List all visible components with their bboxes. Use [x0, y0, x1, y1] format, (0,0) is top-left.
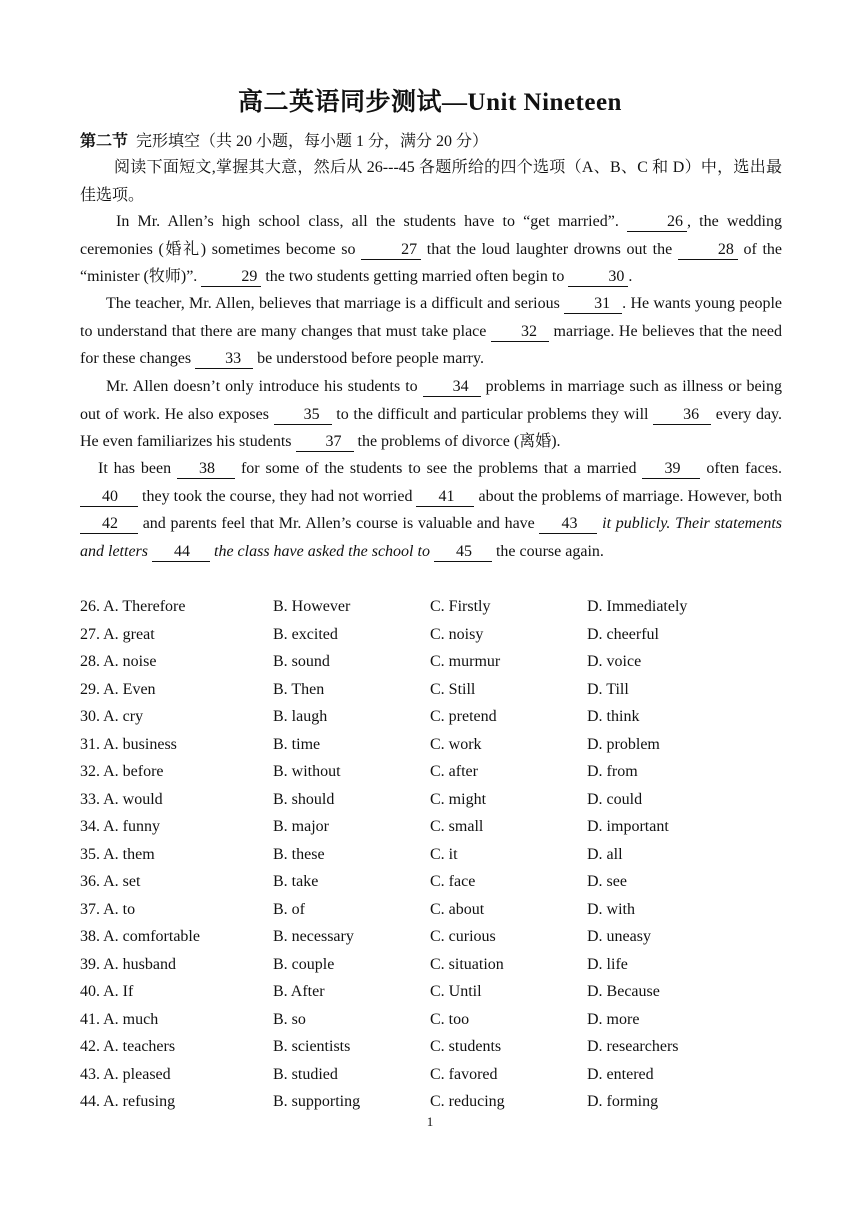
- option-d: D. with: [587, 900, 635, 918]
- option-d: D. think: [587, 708, 640, 725]
- option-row: [80, 815, 782, 843]
- blank-32: 32: [491, 323, 549, 342]
- option-d: D. from: [587, 763, 638, 780]
- option-c: C. Firstly: [430, 598, 491, 615]
- blank-26: 26: [627, 213, 687, 232]
- option-d: D. could: [587, 790, 643, 808]
- passage-text: problems in marriage such as illness or being out of work. He also exposes: [80, 378, 782, 423]
- option-a: 26. A. Therefore: [80, 598, 186, 615]
- passage-text: to the difficult and particular problems they will: [331, 405, 654, 423]
- option-row: [80, 678, 782, 706]
- option-a: 31. A. business: [80, 735, 177, 753]
- option-a: 39. A. husband: [80, 955, 176, 973]
- option-row: [80, 870, 782, 898]
- option-row: [80, 1008, 782, 1036]
- option-row: [80, 925, 782, 953]
- option-a: 43. A. pleased: [80, 1065, 171, 1083]
- passage-paragraph-1: [80, 208, 782, 291]
- option-a: 41. A. much: [80, 1010, 159, 1028]
- instructions: 阅读下面短文,掌握其大意，然后从 26---45 各题所给的四个选项（A、B、C 和 D）中，选出最佳选项。: [80, 159, 782, 204]
- option-b: B. studied: [273, 1065, 338, 1083]
- option-c: C. small: [430, 818, 484, 835]
- option-b: B. major: [273, 818, 329, 835]
- option-c: C. Still: [430, 680, 476, 698]
- page-number: 1: [426, 1114, 434, 1129]
- option-b: B. Then: [273, 680, 325, 698]
- option-d: D. cheerful: [587, 625, 659, 643]
- passage-text: Mr. Allen doesn’t only introduce his students to: [106, 378, 423, 395]
- section-label: 第二节: [80, 133, 129, 150]
- option-b: B. necessary: [273, 928, 354, 945]
- blank-43: 43: [539, 515, 597, 534]
- blank-27: 27: [361, 241, 421, 260]
- passage-text: In Mr. Allen’s high school class, all the students have to “get married”.: [116, 213, 627, 230]
- passage-text: be understood before people marry.: [253, 350, 484, 367]
- option-d: D. see: [587, 873, 627, 890]
- option-b: B. scientists: [273, 1038, 351, 1055]
- blank-44: 44: [152, 543, 210, 562]
- passage-text: the two students getting married often begin to: [261, 268, 569, 285]
- blank-45: 45: [434, 543, 492, 562]
- option-d: D. voice: [587, 653, 642, 670]
- option-d: D. Because: [587, 983, 660, 1000]
- option-a: 30. A. cry: [80, 708, 144, 725]
- option-a: 28. A. noise: [80, 653, 157, 670]
- option-a: 40. A. If: [80, 983, 134, 1000]
- passage-text: . He wants young people to understand that there are many changes that must take place: [80, 295, 782, 340]
- option-row: [80, 705, 782, 733]
- option-b: B. should: [273, 790, 335, 808]
- passage-text: The teacher, Mr. Allen, believes that marriage is a difficult and serious: [106, 295, 565, 312]
- option-a: 29. A. Even: [80, 680, 156, 698]
- option-c: C. after: [430, 763, 478, 780]
- option-c: C. reducing: [430, 1093, 505, 1110]
- passage-text: the problems of divorce (离婚).: [353, 433, 561, 450]
- option-d: D. Immediately: [587, 598, 688, 615]
- blank-39: 39: [642, 460, 700, 479]
- option-row: [80, 788, 782, 816]
- option-b: B. these: [273, 845, 325, 863]
- option-row: [80, 733, 782, 761]
- option-a: 37. A. to: [80, 900, 136, 918]
- option-d: D. uneasy: [587, 928, 651, 945]
- option-row: [80, 898, 782, 926]
- options-list: [80, 595, 782, 1118]
- blank-35: 35: [274, 406, 332, 425]
- option-row: [80, 650, 782, 678]
- option-b: B. so: [273, 1010, 306, 1028]
- option-a: 36. A. set: [80, 873, 141, 890]
- option-b: B. couple: [273, 955, 335, 973]
- blank-37: 37: [296, 433, 354, 452]
- option-c: C. face: [430, 873, 476, 890]
- option-c: C. too: [430, 1010, 470, 1028]
- option-a: 42. A. teachers: [80, 1038, 176, 1055]
- page-title: 高二英语同步测试—Unit Nineteen: [238, 89, 622, 116]
- passage-text: about the problems of marriage. However, both: [474, 487, 783, 505]
- passage-text: they took the course, they had not worried: [138, 487, 417, 505]
- option-a: 32. A. before: [80, 763, 164, 780]
- option-b: B. However: [273, 598, 351, 615]
- option-c: C. students: [430, 1038, 502, 1055]
- passage-text: often faces.: [700, 460, 783, 477]
- option-d: D. forming: [587, 1093, 659, 1110]
- option-c: C. work: [430, 735, 482, 753]
- option-c: C. curious: [430, 928, 496, 945]
- option-d: D. more: [587, 1010, 640, 1028]
- passage-text: It has been: [98, 460, 178, 477]
- blank-30: 30: [568, 268, 628, 287]
- option-a: 34. A. funny: [80, 818, 160, 835]
- option-d: D. entered: [587, 1065, 654, 1083]
- section-desc: 完形填空（共 20 小题，每小题 1 分，满分 20 分）: [136, 133, 489, 150]
- option-a: 35. A. them: [80, 845, 155, 863]
- option-a: 27. A. great: [80, 625, 155, 643]
- passage-text: for some of the students to see the problems that a married: [235, 460, 643, 477]
- blank-29: 29: [201, 268, 261, 287]
- option-c: C. Until: [430, 983, 482, 1000]
- option-d: D. Till: [587, 680, 629, 698]
- option-a: 33. A. would: [80, 790, 163, 808]
- passage-text: .: [628, 268, 633, 285]
- option-c: C. noisy: [430, 625, 484, 643]
- option-c: C. favored: [430, 1065, 498, 1083]
- option-b: B. without: [273, 763, 341, 780]
- option-row: [80, 1035, 782, 1063]
- passage-text: marriage. He believes that the need for these changes: [80, 322, 783, 367]
- option-a: 44. A. refusing: [80, 1093, 176, 1110]
- option-row: [80, 1063, 782, 1091]
- option-b: B. supporting: [273, 1093, 361, 1110]
- passage-text: it publicly. Their statements and letters: [80, 515, 783, 560]
- option-b: B. of: [273, 900, 305, 918]
- option-d: D. all: [587, 845, 623, 863]
- passage-text: that the loud laughter drowns out the: [421, 240, 678, 258]
- option-row: [80, 623, 782, 651]
- option-row: [80, 595, 782, 623]
- option-d: D. researchers: [587, 1038, 679, 1055]
- option-b: B. laugh: [273, 708, 328, 725]
- option-c: C. pretend: [430, 708, 497, 725]
- blank-33: 33: [195, 350, 253, 369]
- blank-28: 28: [678, 241, 738, 260]
- passage-text: , the wedding ceremonies (婚礼) sometimes become so: [80, 213, 782, 258]
- passage-text: every day. He even familiarizes his students: [80, 405, 783, 450]
- option-b: B. After: [273, 983, 325, 1000]
- option-row: [80, 760, 782, 788]
- section-header: [80, 128, 488, 151]
- blank-41: 41: [416, 488, 474, 507]
- option-c: C. situation: [430, 955, 504, 973]
- option-d: D. life: [587, 955, 628, 973]
- blank-38: 38: [177, 460, 235, 479]
- blank-40: 40: [80, 488, 138, 507]
- passage-text: and parents feel that Mr. Allen’s course is valuable and have: [138, 515, 540, 532]
- blank-36: 36: [653, 406, 711, 425]
- passage-text: the course again.: [491, 542, 604, 560]
- option-row: [80, 843, 782, 871]
- option-c: C. it: [430, 845, 458, 863]
- blank-42: 42: [80, 515, 138, 534]
- passage-paragraph-2: [80, 290, 782, 373]
- option-d: D. problem: [587, 735, 660, 753]
- passage-paragraph-4: [80, 455, 782, 565]
- passage-text: of the “minister (牧师)”.: [80, 240, 782, 285]
- option-c: C. about: [430, 900, 485, 918]
- option-c: C. murmur: [430, 653, 501, 670]
- blank-31: 31: [564, 295, 622, 314]
- option-b: B. time: [273, 735, 321, 753]
- option-c: C. might: [430, 790, 487, 808]
- passage-paragraph-3: [80, 373, 782, 456]
- passage-text: the class have asked the school to: [210, 542, 434, 560]
- option-row: [80, 953, 782, 981]
- blank-34: 34: [423, 378, 481, 397]
- option-row: [80, 980, 782, 1008]
- option-b: B. sound: [273, 653, 330, 670]
- option-b: B. take: [273, 873, 319, 890]
- option-b: B. excited: [273, 625, 338, 643]
- option-a: 38. A. comfortable: [80, 928, 200, 945]
- option-d: D. important: [587, 818, 669, 835]
